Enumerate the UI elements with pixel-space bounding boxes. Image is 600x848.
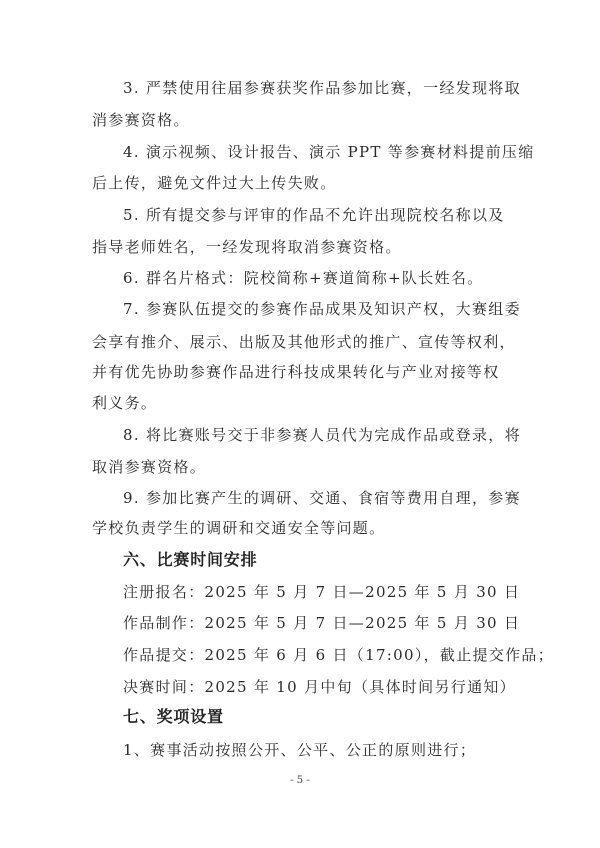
paragraph-line: 4. 演示视频、设计报告、演示 PPT 等参赛材料提前压缩: [123, 143, 535, 161]
paragraph-line: 利义务。: [92, 394, 158, 412]
paragraph-line: 5. 所有提交参与评审的作品不允许出现院校名称以及: [123, 206, 505, 224]
paragraph-line: 指导老师姓名，一经发现将取消参赛资格。: [92, 238, 402, 256]
paragraph-line: 6. 群名片格式：院校简称+赛道简称+队长姓名。: [123, 269, 484, 287]
schedule-item: 作品提交：2025 年 6 月 6 日（17:00），截止提交作品；: [123, 646, 555, 664]
page-number: - 5 -: [290, 775, 310, 786]
section-heading-schedule: 六、比赛时间安排: [123, 550, 258, 569]
paragraph-line: 并有优先协助参赛作品进行科技成果转化与产业对接等权: [92, 363, 500, 381]
paragraph-line: 3. 严禁使用往届参赛获奖作品参加比赛，一经发现将取: [123, 79, 521, 97]
paragraph-line: 8. 将比赛账号交于非参赛人员代为完成作品或登录，将: [123, 426, 521, 444]
paragraph-line: 9. 参加比赛产生的调研、交通、食宿等费用自理，参赛: [123, 489, 521, 507]
schedule-item: 作品制作：2025 年 5 月 7 日—2025 年 5 月 30 日: [123, 614, 521, 632]
paragraph-line: 7. 参赛队伍提交的参赛作品成果及知识产权，大赛组委: [123, 300, 521, 318]
section-heading-awards: 七、奖项设置: [123, 707, 224, 726]
paragraph-line: 取消参赛资格。: [92, 458, 207, 476]
awards-item: 1、赛事活动按照公开、公平、公正的原则进行；: [123, 741, 477, 759]
paragraph-line: 会享有推介、展示、出版及其他形式的推广、宣传等权利，: [92, 333, 516, 351]
paragraph-line: 消参赛资格。: [92, 111, 190, 129]
schedule-item: 决赛时间：2025 年 10 月中旬（具体时间另行通知）: [123, 678, 516, 696]
paragraph-line: 学校负责学生的调研和交通安全等问题。: [92, 519, 386, 537]
paragraph-line: 后上传，避免文件过大上传失败。: [92, 174, 337, 192]
schedule-item: 注册报名：2025 年 5 月 7 日—2025 年 5 月 30 日: [123, 583, 521, 601]
